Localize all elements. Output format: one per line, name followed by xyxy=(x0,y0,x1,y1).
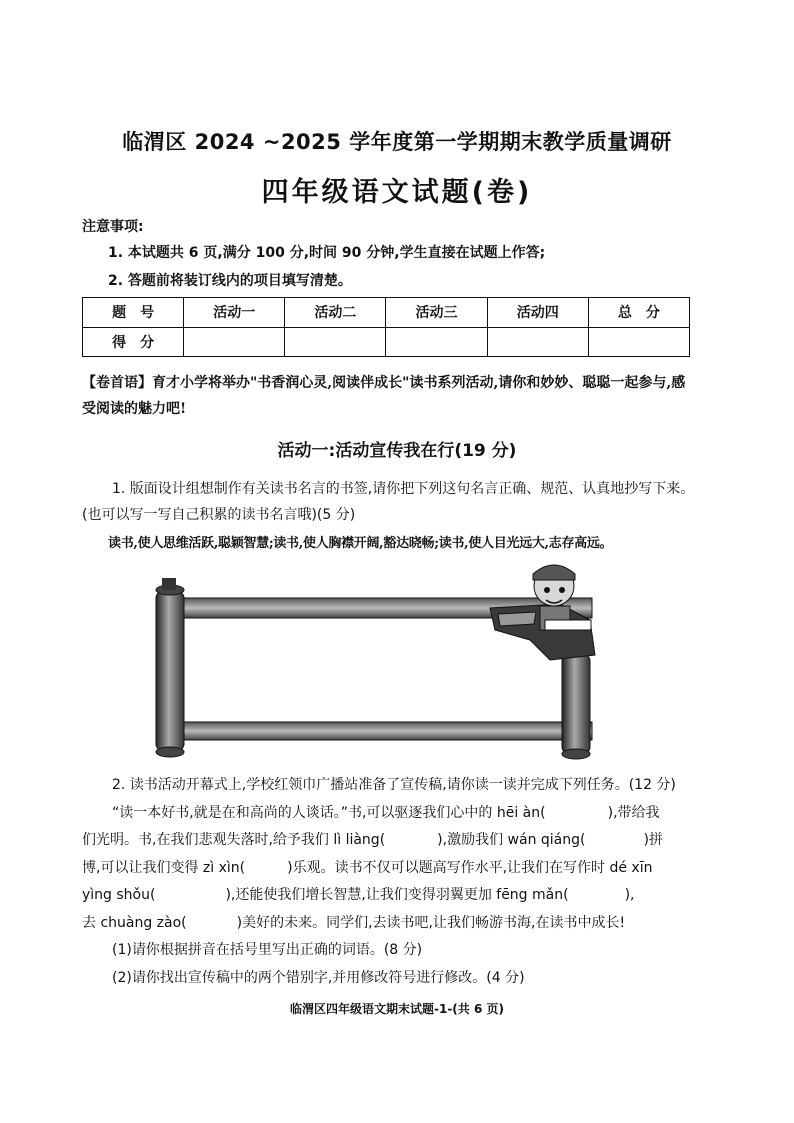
passage-text: ),还能使我们增长智慧,让我们变得羽翼更加 fēng mǎn( xyxy=(225,887,569,903)
score-table-score-row xyxy=(83,327,690,357)
passage-text: 去 chuàng zào( xyxy=(82,914,187,931)
notice-heading: 注意事项: xyxy=(82,219,144,235)
score-entry-cell[interactable] xyxy=(588,327,689,357)
passage-text: )乐观。读书不仅可以题高写作水平,让我们在写作时 dé xīn xyxy=(287,859,653,876)
score-header-cell: 题 号 xyxy=(83,298,184,328)
task-2: (2)请你找出宣传稿中的两个错别字,并用修改符号进行修改。(4 分) xyxy=(112,969,525,986)
passage-line-2 xyxy=(82,827,698,855)
question-2-title: 2. 读书活动开幕式上,学校红领巾广播站准备了宣传稿,请你读一读并完成下列任务。(12 分) xyxy=(112,777,676,793)
passage-line-3 xyxy=(82,855,698,883)
question-1-text: 1. 版面设计组想制作有关读书名言的书签,请你把下列这句名言正确、规范、认真地抄写下来。 xyxy=(112,481,695,497)
score-header-cell: 活动三 xyxy=(386,298,487,328)
score-header-cell: 活动二 xyxy=(285,298,386,328)
passage-text: ),激励我们 wán qiáng( xyxy=(437,832,586,848)
page-footer: 临渭区四年级语文期末试题-1-(共 6 页) xyxy=(290,1002,504,1016)
reading-quote: 读书,使人思维活跃,聪颖智慧;读书,使人胸襟开阔,豁达晓畅;读书,使人目光远大,志存高远。 xyxy=(108,536,613,551)
score-entry-cell[interactable] xyxy=(487,327,588,357)
passage-text: ), xyxy=(624,887,635,903)
score-label-cell: 得 分 xyxy=(83,327,184,357)
passage-line-5 xyxy=(82,910,698,938)
notice-item-1: 1. 本试题共 6 页,满分 100 分,时间 90 分钟,学生直接在试题上作答; xyxy=(108,245,546,261)
score-header-cell: 活动一 xyxy=(184,298,285,328)
score-entry-cell[interactable] xyxy=(386,327,487,357)
exam-title: 临渭区 2024 ~2025 学年度第一学期期末教学质量调研 xyxy=(122,130,672,154)
question-2 xyxy=(82,772,698,992)
score-table-header-row xyxy=(83,298,690,328)
passage-line-4 xyxy=(82,882,698,910)
scroll-illustration xyxy=(150,560,620,760)
section-title: 活动一:活动宣传我在行(19 分) xyxy=(277,441,517,461)
passage-text: ),带给我 xyxy=(607,804,660,821)
notice-item-2: 2. 答题前将装订线内的项目填写清楚。 xyxy=(108,273,352,289)
score-entry-cell[interactable] xyxy=(285,327,386,357)
score-header-cell: 活动四 xyxy=(487,298,588,328)
passage-text: )美好的未来。同学们,去读书吧,让我们畅游书海,在读书中成长! xyxy=(236,914,626,931)
passage-text: “读一本好书,就是在和高尚的人谈话。”书,可以驱逐我们心中的 hēi àn( xyxy=(112,804,546,821)
passage-line-1 xyxy=(82,800,698,828)
question-1 xyxy=(82,476,698,528)
score-table xyxy=(82,297,690,357)
passage-text: 博,可以让我们变得 zì xìn( xyxy=(82,859,246,876)
score-entry-cell[interactable] xyxy=(184,327,285,357)
passage-text: yìng shǒu( xyxy=(82,887,156,903)
bookmark-scroll-writing-area[interactable] xyxy=(150,560,620,760)
exam-subtitle: 四年级语文试题(卷) xyxy=(261,177,533,208)
intro-text: 【卷首语】育才小学将举办"书香润心灵,阅读伴成长"读书系列活动,请你和妙妙、聪聪一起参与,感受阅读的魅力吧! xyxy=(82,375,686,417)
passage-text: )拼 xyxy=(643,832,663,848)
score-header-cell: 总 分 xyxy=(588,298,689,328)
question-1-note: (也可以写一写自己积累的读书名言哦)(5 分) xyxy=(82,507,356,523)
passage-text: 们光明。书,在我们悲观失落时,给予我们 lì liàng( xyxy=(82,832,386,848)
task-1: (1)请你根据拼音在括号里写出正确的词语。(8 分) xyxy=(112,942,423,958)
